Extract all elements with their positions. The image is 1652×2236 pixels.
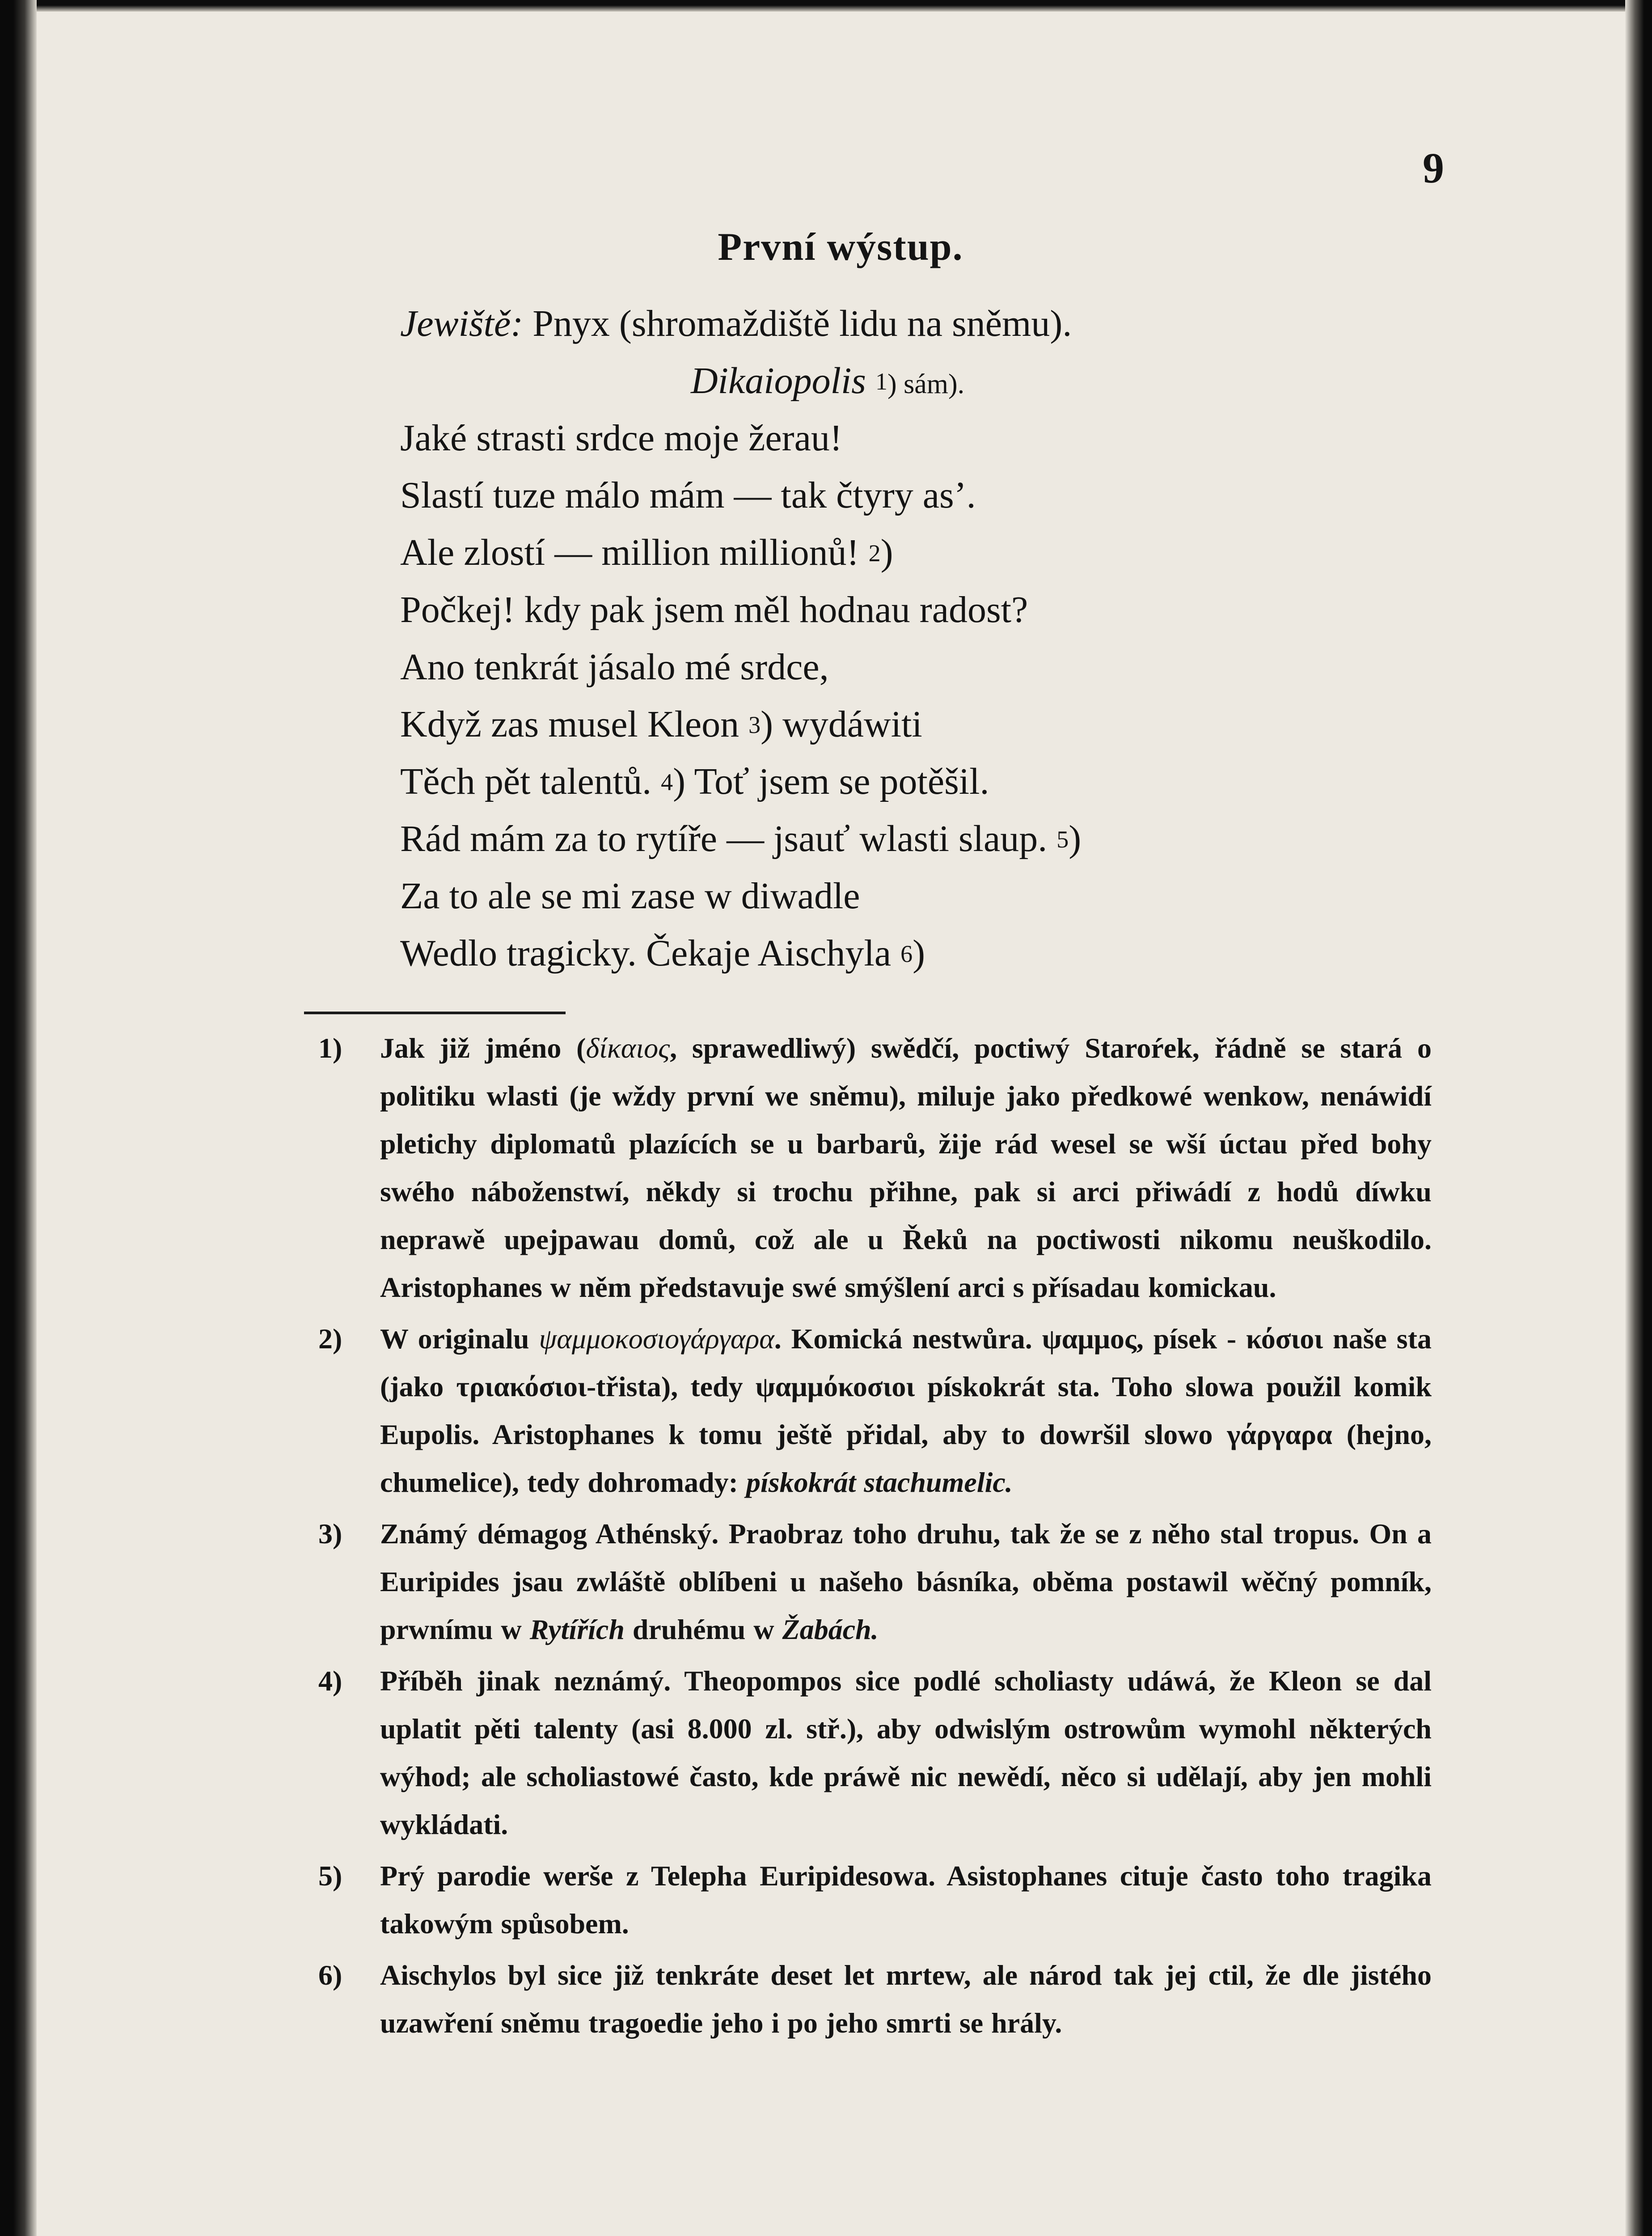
footnote-marker: 1 xyxy=(875,368,887,395)
stage-label: Jewiště: xyxy=(400,303,524,344)
footnote-text: Příběh jinak neznámý. Theopompos sice podlé scholiasty udáwá, že Kleon se dal uplatit pěti talenty (asi 8.000 zl. stř.), aby odwislým ostrowům wymohl některých wýhod; ale scholiastowé často, kde práwě nic newědí, něco si udělají, aby jen mohli wykládati. xyxy=(380,1665,1432,1840)
footnote-number: 4) xyxy=(318,1665,342,1697)
speaker-name: Dikaiopolis xyxy=(691,360,866,402)
italic-title: Žabách. xyxy=(782,1613,879,1645)
footnote-number: 1) xyxy=(318,1032,342,1064)
footnote-number: 5) xyxy=(318,1860,342,1892)
verse-text: Jaké strasti srdce moje žerau! xyxy=(400,417,842,459)
footnote-1 xyxy=(318,1024,1432,1311)
verse-line: Wedlo tragicky. Čekaje Aischyla $^6$) xyxy=(400,932,925,974)
greek-word: ψαμμοκοσιογάργαρα xyxy=(539,1323,774,1355)
verse-line: Rád mám za to rytíře — jsauť wlasti slaup. $^5$) xyxy=(400,818,1082,860)
verse-text: Ano tenkrát jásalo mé srdce, xyxy=(400,646,829,688)
verse-text: Ale zlostí — million millionů! xyxy=(400,532,859,573)
footnote-marker: 4 xyxy=(661,769,673,796)
verse-line xyxy=(400,753,1428,810)
footnote-text: Známý démagog Athénský. Praobraz toho druhu, tak že se z něho stal tropus. On a Euripides jsau zwláště oblíbeni u našeho básníka, oběma postawil wěčný pomník, prwnímu w Rytířích druhému w Žabách. xyxy=(380,1518,1432,1645)
footnote-marker: 6 xyxy=(900,940,913,967)
footnote-marker: 5 xyxy=(1056,826,1069,853)
verse-line xyxy=(400,696,1428,753)
footnote-text: W originalu ψαμμοκοσιογάργαρα. Komická nestwůra. ψαμμος, písek - κόσιοι naše sta (jako τριακόσιοι-třista), tedy ψαμμόκοσιοι pískokrát sta. Toho slowa použil komik Eupolis. Aristophanes k tomu ještě přidal, aby to dowršil slowo γάργαρα (hejno, chumelice), tedy dohromady: pískokrát stachumelic. xyxy=(380,1323,1432,1498)
footnote-separator xyxy=(304,1012,566,1014)
verse-line xyxy=(400,868,1428,925)
footnote-5 xyxy=(318,1852,1432,1948)
verse-line xyxy=(400,581,1428,639)
footnote-text: Jak již jméno (δίκαιος, sprawedliwý) swědčí, poctiwý Staroŕek, řádně se stará o politiku wlasti (je wždy první we sněmu), miluje jako předkowé wenkow, nenáwidí pletichy diplomatů plazících se u barbarů, žije rád wesel se wší úctau před bohy swého náboženstwí, někdy si trochu přihne, pak si arci přiwádí z hodů díwku neprawě upejpawau domů, což ale u Řeků na poctiwosti nikomu neuškodilo. Aristophanes w něm představuje swé smýšlení arci s přísadau komickau. xyxy=(380,1032,1432,1303)
verse-line xyxy=(400,639,1428,696)
footnote-marker: 2 xyxy=(868,540,881,567)
stage-text: Pnyx (shromaždiště lidu na sněmu). xyxy=(532,303,1072,344)
verse-block xyxy=(400,295,1428,982)
verse-text: Rád mám za to rytíře — jsauť wlasti slaup. xyxy=(400,818,1048,860)
footnote-text: Prý parodie werše z Telepha Euripidesowa. Asistophanes cituje často toho tragika takowým spůsobem. xyxy=(380,1860,1432,1940)
verse-text: Za to ale se mi zase w diwadle xyxy=(400,875,860,917)
footnote-6 xyxy=(318,1951,1432,2047)
footnote-2 xyxy=(318,1315,1432,1506)
verse-text: Když zas musel Kleon xyxy=(400,703,739,745)
verse-text: Těch pět talentů. xyxy=(400,761,652,802)
page-heading: První wýstup. xyxy=(718,225,963,269)
footnote-marker: 3 xyxy=(748,711,761,738)
verse-text: Počkej! kdy pak jsem měl hodnau radost? xyxy=(400,589,1028,631)
scan-top-edge xyxy=(0,0,1652,12)
footnote-text: Aischylos byl sice již tenkráte deset let mrtew, ale národ tak jej ctil, že dle jistého uzawření sněmu tragoedie jeho i po jeho smrti se hrály. xyxy=(380,1959,1432,2039)
scan-left-edge xyxy=(0,0,37,2236)
verse-text: Wedlo tragicky. Čekaje Aischyla xyxy=(400,932,891,974)
footnote-number: 6) xyxy=(318,1959,342,1991)
stage-direction xyxy=(400,295,1428,352)
greek-word: δίκαιος xyxy=(586,1032,670,1064)
italic-title: Rytířích xyxy=(529,1613,625,1645)
footnote-3 xyxy=(318,1510,1432,1653)
verse-text: Slastí tuze málo mám — tak čtyry as’. xyxy=(400,474,976,516)
verse-line xyxy=(400,467,1428,524)
footnote-number: 2) xyxy=(318,1323,342,1355)
verse-line: Ale zlostí — million millionů! $^2$) xyxy=(400,532,893,573)
italic-phrase: pískokrát stachumelic. xyxy=(746,1466,1013,1498)
speaker-rest: ) sám). xyxy=(887,369,965,399)
scan-right-edge xyxy=(1625,0,1652,2236)
verse-text-after: ) wydáwiti xyxy=(761,703,922,745)
footnote-4 xyxy=(318,1657,1432,1848)
verse-text-after: ) Toť jsem se potěšil. xyxy=(673,761,989,802)
verse-line xyxy=(400,410,1428,467)
page-number: 9 xyxy=(1423,144,1444,192)
speaker-line xyxy=(400,352,1428,410)
footnotes xyxy=(318,1024,1432,2050)
footnote-number: 3) xyxy=(318,1518,342,1550)
